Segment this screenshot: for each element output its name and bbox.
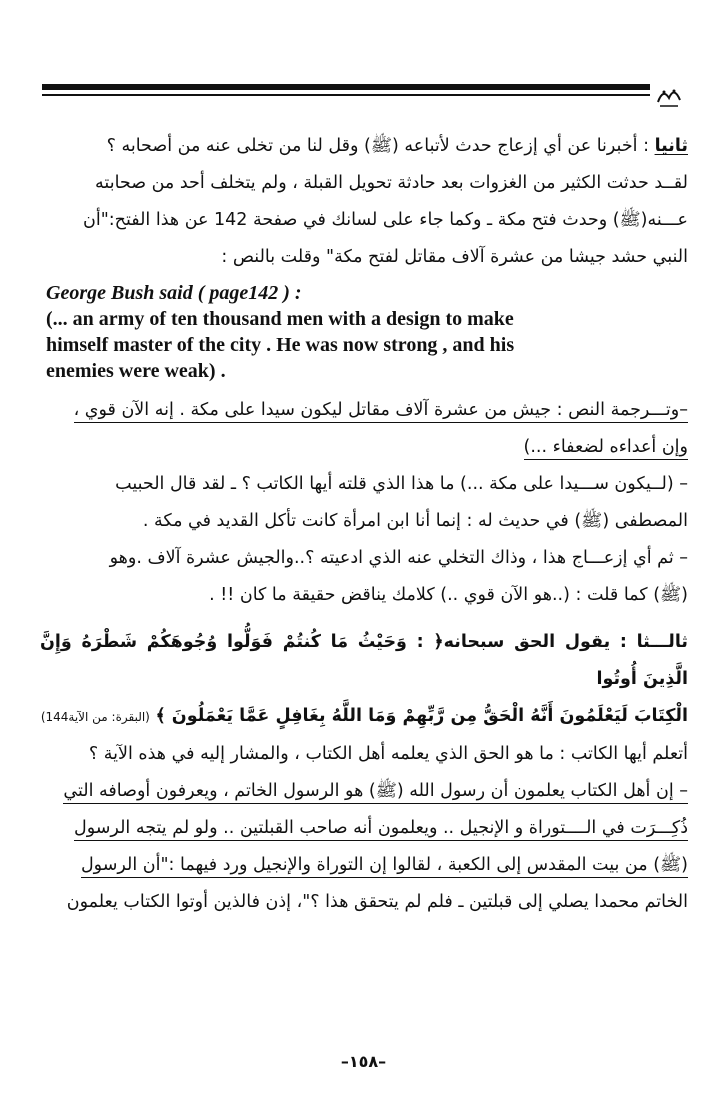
answer-line-2: [40, 810, 688, 847]
third-verse-text: الْكِتَابَ لَيَعْلَمُونَ أَنَّهُ الْحَقُّ مِن رَّبِّهِمْ وَمَا اللَّهُ بِغَافِلٍ عَمَّا يَعْمَلُونَ ﴾: [155, 706, 688, 726]
answer-line-3-text: (ﷺ) من بيت المقدس إلى الكعبة ، لقالوا إن التوراة والإنجيل ورد فيهما :"أن الرسول: [81, 855, 688, 878]
translation-line-1-text: –وتـــرجمة النص : جيش من عشرة آلاف مقاتل ليكون سيدا على مكة . إنه الآن قوي ،: [74, 400, 688, 423]
verse-reference: (البقرة: من الآية144): [40, 710, 150, 724]
section-rebuttal: [40, 466, 688, 614]
section-answer: [40, 773, 688, 921]
english-quote-line-2: himself master of the city . He was now strong , and his: [46, 334, 515, 356]
third-line-2: [40, 698, 688, 736]
english-quote-line-3: enemies were weak) .: [46, 360, 226, 382]
rebuttal-line-4: (ﷺ) كما قلت : (..هو الآن قوي ..) كلامك يناقض حقيقة ما كان !! .: [209, 585, 688, 605]
second-label: ثانيا: [654, 136, 688, 156]
english-quote: [46, 280, 688, 384]
second-line-1: [40, 128, 688, 165]
header-rule-thick: [42, 84, 650, 90]
third-line-1: ثالـــثا : يقول الحق سبحانه﴿ : وَحَيْثُ مَا كُنتُمْ فَوَلُّوا وُجُوهَكُمْ شَطْرَهُ وَإِنَّ الَّذِينَ أُوتُوا: [40, 632, 688, 689]
answer-line-1-text: – إن أهل الكتاب يعلمون أن رسول الله (ﷺ) هو الرسول الخاتم ، ويعرفون أوصافه التي: [63, 781, 688, 804]
second-line-3: عـــنه(ﷺ) وحدث فتح مكة ـ وكما جاء على لسانك في صفحة 142 عن هذا الفتح:"أن: [83, 210, 688, 230]
section-third: [40, 624, 688, 773]
translation-line-1: [40, 392, 688, 429]
rebuttal-line-1: – (لــيكون ســـيدا على مكة ...) ما هذا الذي قلته أيها الكاتب ؟ ـ لقد قال الحبيب: [115, 474, 688, 494]
spacer: [40, 614, 688, 624]
honorific-seal-icon: [652, 78, 686, 112]
header-rule-thin: [42, 94, 650, 96]
answer-line-4: الخاتم محمدا يصلي إلى قبلتين ـ فلم لم يتحقق هذا ؟"، إذن فالذين أوتوا الكتاب يعلمون: [66, 892, 688, 912]
third-line-3: أتعلم أيها الكاتب : ما هو الحق الذي يعلمه أهل الكتاب ، والمشار إليه في هذه الآية ؟: [88, 744, 688, 764]
english-quote-head: George Bush said ( page142 ) :: [46, 282, 302, 304]
translation-line-2: [40, 429, 688, 466]
translation-line-2-text: وإن أعداءه لضعفاء ...): [524, 437, 688, 460]
page-body: [40, 128, 688, 921]
english-quote-line-1: (... an army of ten thousand men with a design to make: [46, 308, 514, 330]
second-line-4: النبي حشد جيشا من عشرة آلاف مقاتل لفتح مكة" وقلت بالنص :: [221, 247, 688, 267]
second-line-1-text: : أخبرنا عن أي إزعاج حدث لأتباعه (ﷺ) وقل لنا من تخلى عنه من أصحابه ؟: [106, 136, 649, 156]
answer-line-3: [40, 847, 688, 884]
second-line-2: لقــد حدثت الكثير من الغزوات بعد حادثة تحويل القبلة ، ولم يتخلف أحد من صحابته: [95, 173, 688, 193]
rebuttal-line-2: المصطفى (ﷺ) في حديث له : إنما أنا ابن امرأة كانت تأكل القديد في مكة .: [142, 511, 688, 531]
answer-line-2-text: ذُكِـــرَت في الــــتوراة و الإنجيل .. ويعلمون أنه صاحب القبلتين .. ولو لم يتجه الرسول: [74, 818, 688, 841]
rebuttal-line-3: – ثم أي إزعـــاج هذا ، وذاك التخلي عنه الذي ادعيته ؟..والجيش عشرة آلاف .وهو: [109, 548, 688, 568]
section-second: [40, 128, 688, 276]
seal-glyph: [654, 80, 684, 110]
section-translation: [40, 392, 688, 466]
answer-line-1: [40, 773, 688, 810]
page-number: –١٥٨–: [340, 1052, 387, 1071]
